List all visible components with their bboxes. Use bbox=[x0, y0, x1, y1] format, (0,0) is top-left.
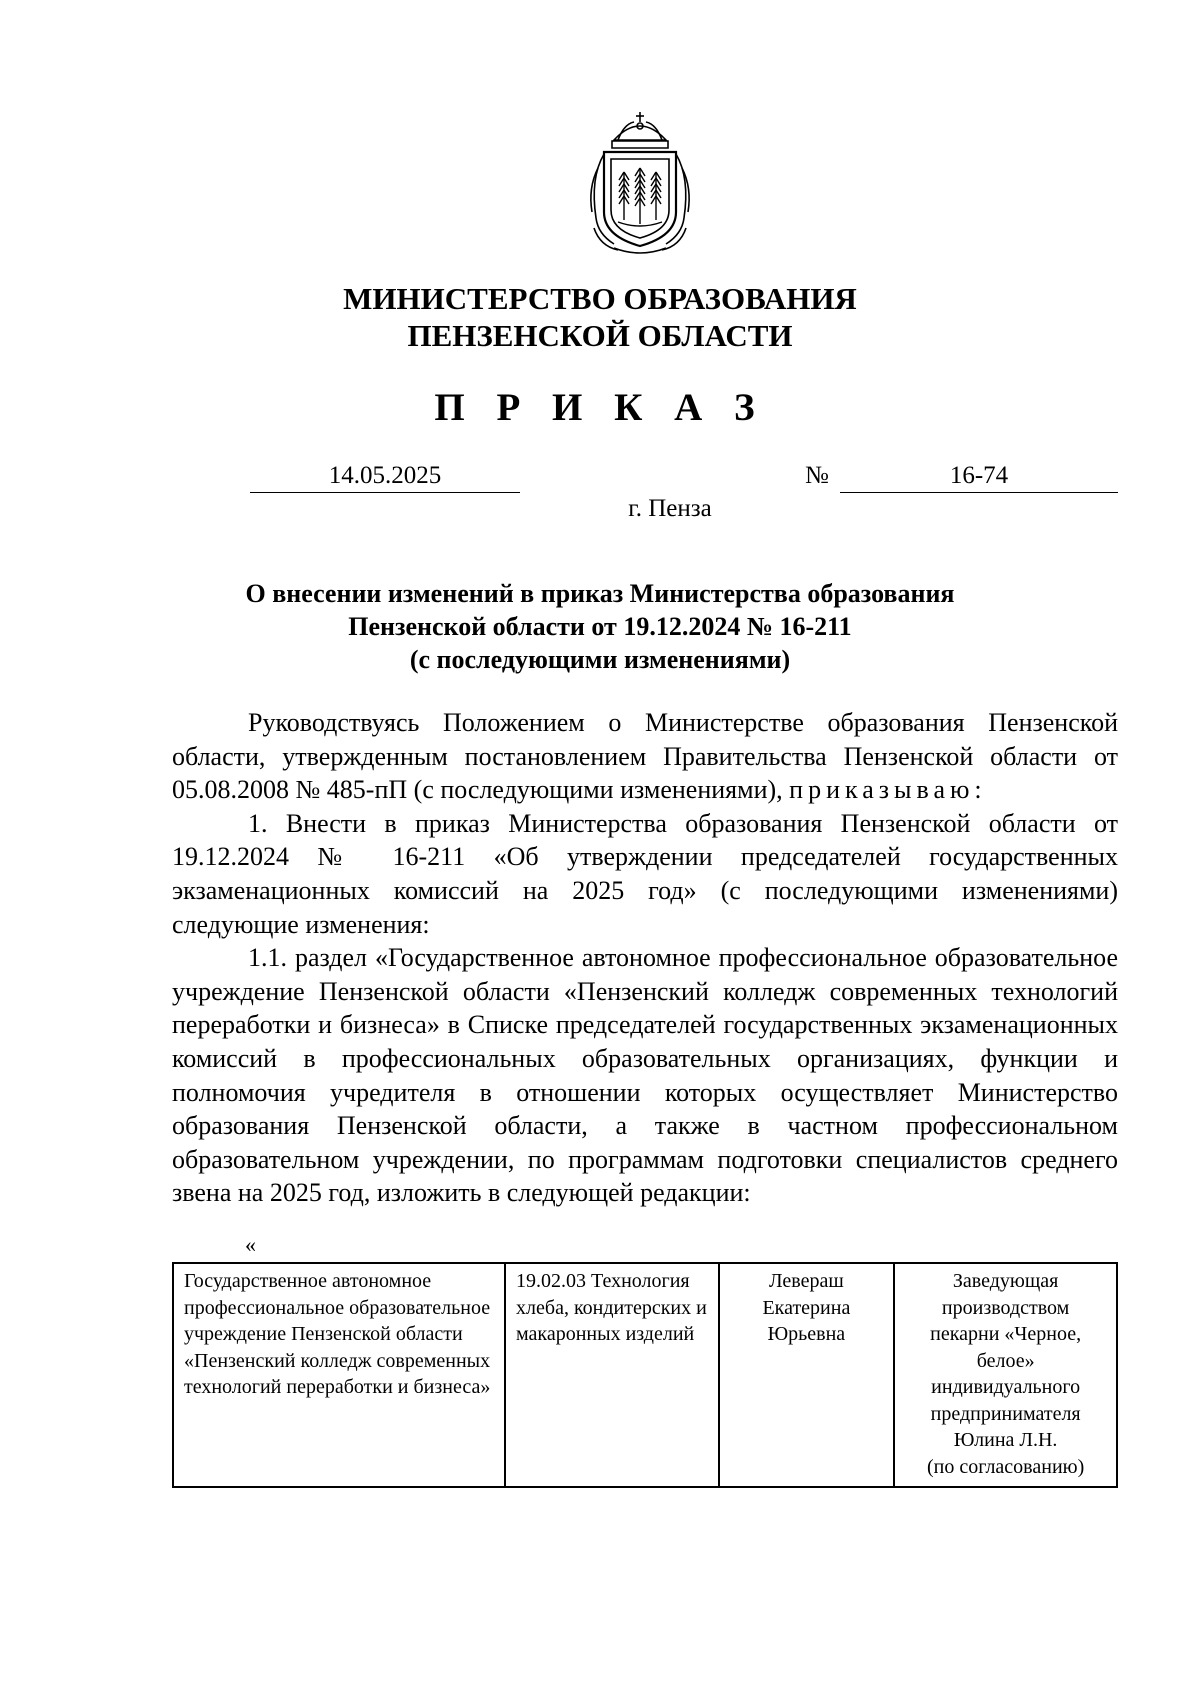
position-line: индивидуального bbox=[931, 1376, 1081, 1398]
coat-of-arms-icon bbox=[584, 108, 696, 258]
position-line: пекарни «Черное, bbox=[930, 1323, 1082, 1345]
order-body bbox=[172, 706, 1118, 1210]
order-word: приказываю: bbox=[789, 775, 987, 805]
document-type-title: П Р И К А З bbox=[434, 386, 766, 429]
subject-line2: Пензенской области от 19.12.2024 № 16-211 bbox=[348, 612, 852, 641]
chairman-name-line: Екатерина bbox=[762, 1296, 851, 1319]
chairman-name-line: Юрьевна bbox=[767, 1323, 846, 1345]
position-line: предпринимателя bbox=[930, 1402, 1081, 1425]
ministry-name-line1: МИНИСТЕРСТВО ОБРАЗОВАНИЯ bbox=[343, 281, 857, 316]
subject-line3: (с последующими изменениями) bbox=[409, 645, 791, 674]
preamble-paragraph bbox=[172, 706, 1118, 807]
position-cell bbox=[894, 1263, 1117, 1487]
clause-1: 1. Внести в приказ Министерства образования Пензенской области от 19.12.2024 № 16-211 «Об утверждении председателей государственных экзаменационных комиссий на 2025 год» (с последующими изменениями) следующие изменения: bbox=[172, 808, 1118, 939]
organization-cell: Государственное автономное профессиональное образовательное учреждение Пензенской области «Пензенский колледж современных технологий переработки и бизнеса» bbox=[173, 1263, 505, 1487]
clause-1-1: 1.1. раздел «Государственное автономное профессиональное образовательное учреждение Пензенской области «Пензенский колледж современных технологий переработки и бизнеса» в Списке председателей государственных экзаменационных комиссий в профессиональных образовательных организациях, функции и полномочия учредителя в отношении которых осуществляет Министерство образования Пензенской области, а также в частном профессиональном образовательном учреждении, по программам подготовки специалистов среднего звена на 2025 год, изложить в следующей редакции: bbox=[172, 943, 1118, 1208]
preamble-text: Руководствуясь Положением о Министерстве образования Пензенской области, утвержденным постановлением Правительства Пензенской области от 05.08.2008 № 485-пП (с последующими изменениями), bbox=[172, 708, 1118, 805]
order-subject bbox=[0, 577, 1200, 676]
chairman-name-line: Левераш bbox=[769, 1270, 844, 1292]
position-line: (по согласованию) bbox=[927, 1455, 1085, 1478]
position-line: производством bbox=[941, 1296, 1070, 1319]
specialty-cell: 19.02.03 Технология хлеба, кондитерских и макаронных изделий bbox=[505, 1263, 719, 1487]
chairman-table bbox=[172, 1262, 1118, 1488]
number-sign: № bbox=[805, 462, 829, 489]
position-line: Заведующая bbox=[952, 1270, 1059, 1292]
order-number: 16-74 bbox=[840, 462, 1118, 493]
chairman-cell bbox=[719, 1263, 895, 1487]
table-row bbox=[173, 1263, 1117, 1487]
position-line: белое» bbox=[976, 1349, 1035, 1372]
position-line: Юлина Л.Н. bbox=[953, 1429, 1058, 1451]
ministry-name bbox=[0, 280, 1200, 354]
opening-quote: « bbox=[245, 1232, 256, 1257]
city: г. Пенза bbox=[628, 495, 712, 522]
ministry-name-line2: ПЕНЗЕНСКОЙ ОБЛАСТИ bbox=[407, 318, 793, 353]
chairman-table-body bbox=[173, 1263, 1117, 1487]
subject-line1: О внесении изменений в приказ Министерства образования bbox=[245, 579, 955, 608]
order-date: 14.05.2025 bbox=[250, 462, 520, 493]
